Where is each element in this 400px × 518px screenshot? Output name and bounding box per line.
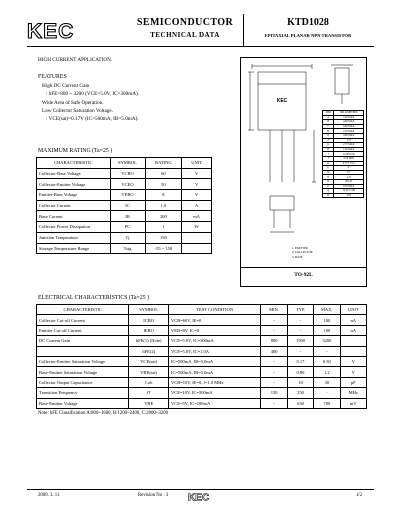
table-cell: L bbox=[323, 166, 334, 171]
table-cell: Emitter Cut-off Current bbox=[37, 325, 129, 335]
table-row bbox=[37, 200, 212, 211]
column-header: CHARACTERISTIC bbox=[37, 305, 129, 315]
pin-list bbox=[292, 246, 313, 259]
table-cell: V bbox=[182, 179, 212, 190]
table-cell: 200 bbox=[145, 211, 182, 222]
table-cell: 1.27 bbox=[334, 138, 364, 143]
table-cell: 60 bbox=[145, 168, 182, 179]
table-cell: 630 bbox=[287, 398, 313, 408]
table-cell: Collector-Base Voltage bbox=[37, 168, 111, 179]
table-cell: 30 bbox=[314, 377, 340, 387]
table-cell: mA bbox=[182, 211, 212, 222]
table-cell: - bbox=[261, 367, 287, 377]
table-row bbox=[37, 222, 212, 233]
column-header: RATING bbox=[145, 158, 182, 169]
table-cell: VCE=5V, IC=100mA bbox=[168, 398, 260, 408]
table-cell: J bbox=[323, 156, 334, 161]
table-cell: ICBO bbox=[129, 315, 169, 325]
table-cell: Collector-Emitter Voltage bbox=[37, 179, 111, 190]
table-cell: 2.70 MAX bbox=[334, 143, 364, 148]
header-divider bbox=[243, 14, 244, 46]
table-cell: A bbox=[182, 200, 212, 211]
hfe-classification-note: Note: hFE Classification A:800~1600, B:1200~2400, C:2000~3200 bbox=[38, 411, 168, 416]
column-header: UNIT bbox=[340, 305, 366, 315]
table-cell: VEB=8V, IC=0 bbox=[168, 325, 260, 335]
table-cell: - bbox=[261, 377, 287, 387]
table-cell: - bbox=[261, 356, 287, 366]
table-cell: MHz bbox=[340, 388, 366, 398]
table-cell: 100 bbox=[314, 325, 340, 335]
table-cell bbox=[340, 346, 366, 356]
table-cell: 1500 bbox=[287, 336, 313, 346]
table-cell: 100 bbox=[314, 315, 340, 325]
table-cell bbox=[182, 243, 212, 254]
table-cell: DC Current Gain bbox=[37, 336, 129, 346]
feature-item: : hFE=800 ~ 3200 (VCE=5.0V, IC=300mA). bbox=[46, 91, 140, 97]
table-cell: 8 bbox=[145, 190, 182, 201]
footer-page-number: 1/2 bbox=[356, 493, 363, 498]
table-row bbox=[37, 346, 367, 356]
table-cell: hFE(2) bbox=[129, 346, 169, 356]
table-cell: 150 bbox=[261, 388, 287, 398]
pin-label: 1. EMITTER bbox=[292, 246, 308, 250]
table-cell: VCB=10V, IE=0, f=1.0 MHz bbox=[168, 377, 260, 387]
header-rule bbox=[27, 46, 374, 47]
table-cell: V bbox=[182, 168, 212, 179]
table-row bbox=[37, 315, 367, 325]
table-row bbox=[37, 179, 212, 190]
package-marking: KEC bbox=[276, 98, 288, 104]
table-cell: Base-Emitter Saturation Voltage bbox=[37, 367, 129, 377]
table-cell: pF bbox=[340, 377, 366, 387]
table-cell: Q bbox=[323, 189, 334, 194]
table-cell: VCEO bbox=[110, 179, 145, 190]
table-cell: 3° bbox=[334, 166, 364, 171]
table-cell: O bbox=[323, 179, 334, 184]
elec-title: ELECTRICAL CHARACTERISTICS (Ta=25 ) bbox=[38, 295, 150, 301]
footer-date: 2008. 3. 11 bbox=[38, 493, 60, 498]
table-cell: fT bbox=[129, 388, 169, 398]
table-cell: IEBO bbox=[129, 325, 169, 335]
table-cell: 1.2 bbox=[314, 367, 340, 377]
table-cell: - bbox=[261, 315, 287, 325]
pin-label: 3. BASE bbox=[292, 254, 303, 259]
table-cell: Emitter-Base Voltage bbox=[37, 190, 111, 201]
table-cell: 15° bbox=[334, 170, 364, 175]
table-cell: V bbox=[182, 190, 212, 201]
table-cell: 1 bbox=[145, 222, 182, 233]
column-header: SYMBOL bbox=[110, 158, 145, 169]
table-header-row bbox=[37, 305, 367, 315]
column-header: CHARACTERISTIC bbox=[37, 158, 111, 169]
table-cell: VBE bbox=[129, 398, 169, 408]
package-dimension-table bbox=[322, 110, 364, 198]
table-row bbox=[323, 193, 364, 198]
table-cell: 0.50 MIN bbox=[334, 156, 364, 161]
package-name: TO-92L bbox=[294, 272, 313, 278]
feature-item: Low Collector Saturation Voltage. bbox=[42, 108, 113, 114]
table-cell: Tstg bbox=[110, 243, 145, 254]
feature-item: : VCE(sat)=0.17V (IC=500mA, IB=5.0mA). bbox=[46, 116, 139, 122]
table-cell: P bbox=[323, 184, 334, 189]
table-cell: Collector-Emitter Saturation Voltage bbox=[37, 356, 129, 366]
footer-revision: Revision No : 3 bbox=[138, 493, 169, 498]
table-cell: F bbox=[323, 138, 334, 143]
table-cell: VBE(sat) bbox=[129, 367, 169, 377]
table-cell: - bbox=[287, 315, 313, 325]
table-cell: 3200 bbox=[314, 336, 340, 346]
table-cell: G bbox=[323, 143, 334, 148]
table-cell: 1.27 bbox=[334, 175, 364, 180]
table-cell: 4.60 MAX bbox=[334, 120, 364, 125]
table-cell: - bbox=[261, 325, 287, 335]
column-header: UNIT bbox=[182, 158, 212, 169]
pin-label: 2. COLLECTOR bbox=[292, 250, 313, 255]
table-cell: VEBO bbox=[110, 190, 145, 201]
table-row bbox=[37, 232, 212, 243]
table-cell: V bbox=[340, 367, 366, 377]
table-cell: 2.20 MAX bbox=[334, 129, 364, 134]
table-cell: Cob bbox=[129, 377, 169, 387]
table-cell: A bbox=[323, 115, 334, 120]
table-cell: IC=500mA, IB=5.0mA bbox=[168, 367, 260, 377]
table-cell: 150 bbox=[145, 232, 182, 243]
table-cell: 700 bbox=[314, 398, 340, 408]
table-cell: hFE(1) (Note) bbox=[129, 336, 169, 346]
table-cell: Base-Emitter Voltage bbox=[37, 398, 129, 408]
table-cell: I bbox=[323, 152, 334, 157]
footer-kec-logo bbox=[188, 491, 212, 502]
part-description: EPITAXIAL PLANAR NPN TRANSISTOR bbox=[264, 33, 352, 38]
table-cell: 1.00 bbox=[334, 193, 364, 198]
table-cell: 50 bbox=[145, 179, 182, 190]
table-cell: IB bbox=[110, 211, 145, 222]
table-cell: nA bbox=[340, 315, 366, 325]
table-row bbox=[37, 367, 367, 377]
table-cell: Storage Temperature Range bbox=[37, 243, 111, 254]
table-cell: 4.60 MAX bbox=[334, 133, 364, 138]
table-cell: Collector Power Dissipation bbox=[37, 222, 111, 233]
table-cell: 0.17 bbox=[287, 356, 313, 366]
column-header: TEST CONDITION bbox=[168, 305, 260, 315]
table-cell: 14.00±0.50 bbox=[334, 152, 364, 157]
column-header: TYP. bbox=[287, 305, 313, 315]
footer-rule bbox=[27, 489, 374, 490]
table-cell: 800 bbox=[261, 336, 287, 346]
footer-logo-text: KEC bbox=[188, 492, 210, 504]
feature-item: High DC Current Gain bbox=[42, 83, 90, 89]
table-cell: -55 ~ 150 bbox=[145, 243, 182, 254]
table-cell: 0.80 bbox=[287, 367, 313, 377]
kec-logo bbox=[27, 18, 75, 43]
table-cell: H bbox=[323, 147, 334, 152]
table-cell: 18 bbox=[287, 377, 313, 387]
column-header: MAX. bbox=[314, 305, 340, 315]
table-row bbox=[37, 388, 367, 398]
table-cell: C bbox=[323, 124, 334, 129]
table-row bbox=[37, 243, 212, 254]
table-cell: 400 bbox=[261, 346, 287, 356]
table-row bbox=[37, 190, 212, 201]
table-cell: VCBO bbox=[110, 168, 145, 179]
header-title: SEMICONDUCTOR bbox=[136, 17, 234, 28]
table-row bbox=[37, 325, 367, 335]
table-cell: 1.00 MAX bbox=[334, 147, 364, 152]
part-number: KTD1028 bbox=[287, 17, 329, 28]
table-cell: VCE=5.0V, IC=300mA bbox=[168, 336, 260, 346]
table-cell: Base Current bbox=[37, 211, 111, 222]
table-cell: 0.30 bbox=[314, 356, 340, 366]
table-cell: nA bbox=[340, 325, 366, 335]
column-header: MILLIMETERS bbox=[334, 111, 364, 116]
table-cell: R bbox=[323, 193, 334, 198]
table-row bbox=[37, 398, 367, 408]
table-cell: N bbox=[323, 175, 334, 180]
table-cell: E bbox=[323, 133, 334, 138]
table-row bbox=[37, 336, 367, 346]
table-row bbox=[37, 211, 212, 222]
table-cell: RS 20 bbox=[334, 179, 364, 184]
electrical-characteristics-table bbox=[36, 304, 367, 409]
table-cell: PC bbox=[110, 222, 145, 233]
table-cell bbox=[340, 336, 366, 346]
feature-item: Wide Area of Safe Operation. bbox=[42, 100, 104, 106]
package-outline-drawing bbox=[244, 62, 320, 242]
table-cell: IC bbox=[110, 200, 145, 211]
column-header: SYMBOL bbox=[129, 305, 169, 315]
table-cell: - bbox=[287, 346, 313, 356]
table-row bbox=[37, 356, 367, 366]
column-header: MIN. bbox=[261, 305, 287, 315]
table-cell: 7.20 MAX bbox=[334, 115, 364, 120]
table-cell: V bbox=[340, 356, 366, 366]
table-cell: VCE(sat) bbox=[129, 356, 169, 366]
table-cell: 0.50 MAX bbox=[334, 184, 364, 189]
table-cell: 0.75 ± 0.10 bbox=[334, 161, 364, 166]
table-cell: 250 bbox=[287, 388, 313, 398]
table-header-row bbox=[37, 158, 212, 169]
table-cell: VCE=10V, IC=500mA bbox=[168, 388, 260, 398]
max-rating-title: MAXIMUM RATING (Ta=25 ) bbox=[38, 148, 113, 154]
table-cell: 15.50 ±1.00 bbox=[334, 189, 364, 194]
table-cell: - bbox=[314, 346, 340, 356]
column-header: DIM bbox=[323, 111, 334, 116]
table-cell: 1.0 bbox=[145, 200, 182, 211]
table-cell: B bbox=[323, 120, 334, 125]
table-cell: - bbox=[314, 388, 340, 398]
table-cell: Transition Frequency bbox=[37, 388, 129, 398]
max-rating-table bbox=[36, 157, 212, 254]
table-cell bbox=[37, 346, 129, 356]
table-cell bbox=[182, 232, 212, 243]
table-cell: K bbox=[323, 161, 334, 166]
table-cell: - bbox=[261, 398, 287, 408]
table-cell: Junction Temperature bbox=[37, 232, 111, 243]
table-row bbox=[37, 168, 212, 179]
table-cell: mV bbox=[340, 398, 366, 408]
table-cell: VCE=5.0V, IC=1.0A bbox=[168, 346, 260, 356]
table-cell: D bbox=[323, 129, 334, 134]
features-title: FEATURES bbox=[38, 74, 67, 80]
table-cell: Collector Current bbox=[37, 200, 111, 211]
table-cell: Tj bbox=[110, 232, 145, 243]
table-cell: VCB=60V, IE=0 bbox=[168, 315, 260, 325]
kec-logo-text: KEC bbox=[27, 20, 75, 43]
table-row bbox=[37, 377, 367, 387]
table-cell: M bbox=[323, 170, 334, 175]
package-side-view bbox=[323, 62, 363, 106]
table-cell: 0.80 MAX bbox=[334, 124, 364, 129]
table-cell: IC=500mA, IB=5.0mA bbox=[168, 356, 260, 366]
table-cell: Collector Cut-off Current bbox=[37, 315, 129, 325]
header-subtitle: TECHNICAL DATA bbox=[150, 31, 220, 39]
application-text: HIGH CURRENT APPLICATION. bbox=[38, 57, 113, 63]
table-cell: Collector Output Capacitance bbox=[37, 377, 129, 387]
package-label-rule bbox=[240, 267, 367, 268]
table-cell: W bbox=[182, 222, 212, 233]
table-cell: - bbox=[287, 325, 313, 335]
